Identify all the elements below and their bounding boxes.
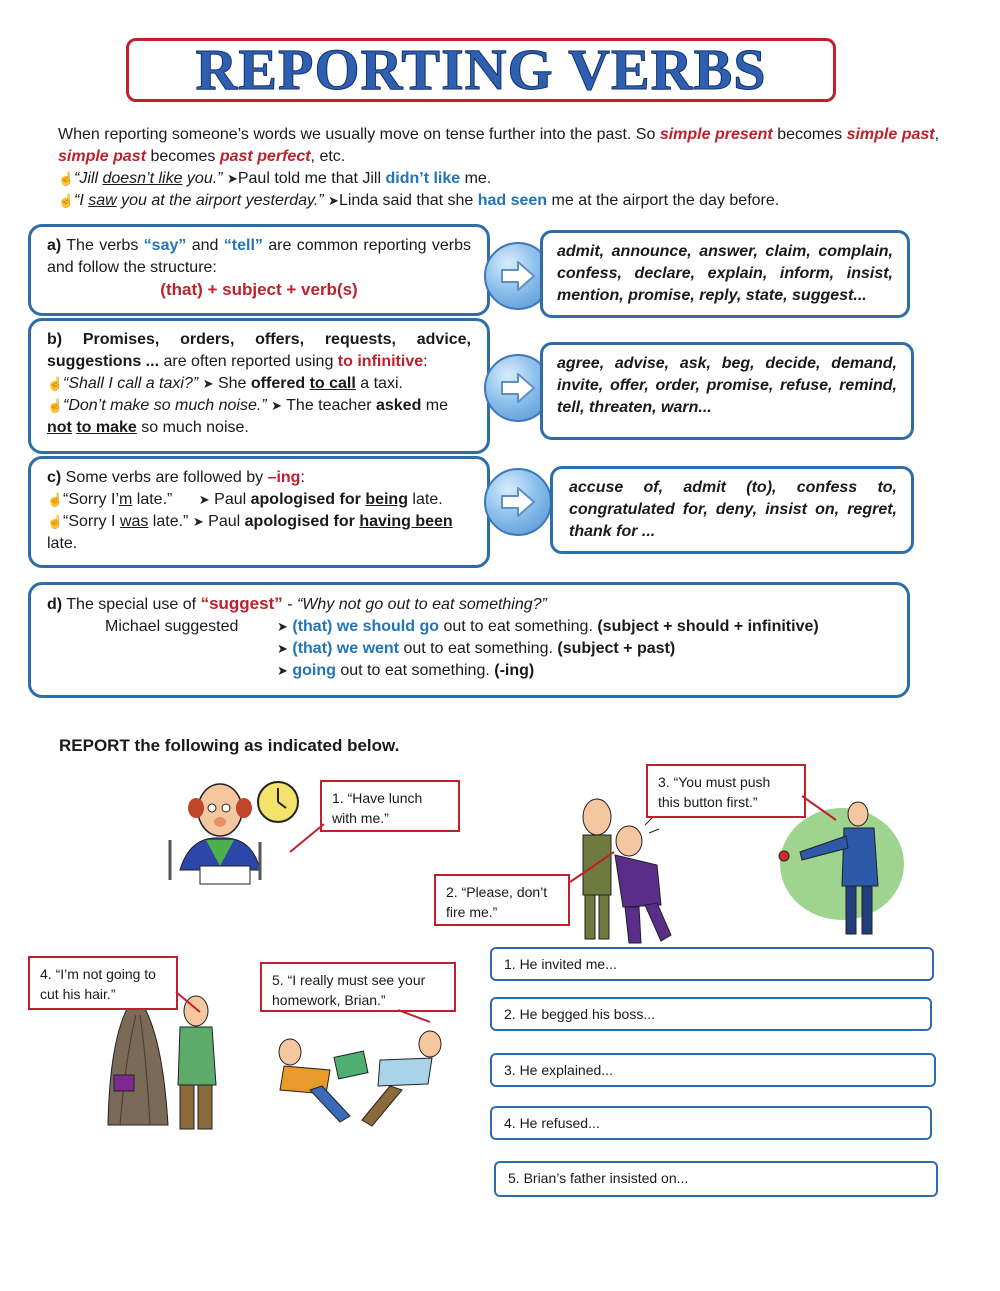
rule-d-o2a: (that) we went [292, 640, 400, 657]
ex2-quote-2: saw [88, 192, 117, 209]
rule-b-r2c: me [421, 397, 449, 414]
intro-simple-past: simple past [846, 126, 935, 143]
speech-bubble-1: 1. “Have lunch with me.” [320, 780, 460, 832]
homework-fight-illustration [270, 1030, 460, 1130]
rule-b-r2g: so much noise. [136, 419, 249, 436]
verbs-box-b: agree, advise, ask, beg, decide, demand, invite, offer, order, promise, refuse, remind, tell, threaten, warn... [540, 342, 914, 440]
rule-b-r1b: offered [250, 375, 306, 392]
rule-b-t2: are often reported using [159, 353, 338, 370]
rule-d-subject: Michael suggested [105, 618, 239, 635]
bubble-pointer-4 [174, 990, 204, 1020]
speech-bubble-5: 5. “I really must see your homework, Brian.” [260, 962, 456, 1012]
rule-d-o2c: (subject + past) [557, 640, 676, 657]
exercise-heading: REPORT the following as indicated below. [59, 736, 400, 755]
rule-a-letter: a) [47, 237, 62, 254]
rule-a-t2: and [186, 237, 224, 254]
rule-box-a [28, 224, 490, 316]
arrow-icon: ➤ [192, 514, 204, 529]
rule-a-t3: are common reporting verbs and follow the structure: [47, 237, 472, 276]
rule-d-o3c: (-ing) [494, 662, 535, 679]
rule-d-suggest: “suggest” [200, 594, 283, 613]
ex2-quote-1: “I [74, 192, 89, 209]
arrow-icon: ➤ [198, 492, 210, 507]
answer-input-5[interactable]: 5. Brian’s father insisted on... [494, 1161, 938, 1197]
hand-icon: ☝ [58, 171, 75, 186]
intro-text-4: becomes [146, 148, 220, 165]
rule-c-letter: c) [47, 469, 62, 486]
ex1-quote-3: you.” [182, 170, 223, 187]
intro-text-5: , etc. [310, 148, 346, 165]
rule-b-r2f: to make [76, 419, 137, 436]
verbs-box-c: accuse of, admit (to), confess to, congratulated for, deny, insist on, regret, thank for ... [550, 466, 914, 554]
rule-d-text [47, 593, 891, 616]
rule-b-r2a: The teacher [282, 397, 376, 414]
hand-icon: ☝ [47, 492, 64, 507]
button-man-illustration [776, 800, 906, 940]
hand-icon: ☝ [47, 398, 64, 413]
hand-icon: ☝ [47, 376, 64, 391]
rule-c-r1e: late. [407, 491, 443, 508]
arrow-icon: ➤ [328, 193, 339, 208]
rule-c-q1a: “Sorry I’ [63, 491, 119, 508]
intro-text-2: becomes [772, 126, 847, 143]
rule-c-ing: –ing [267, 469, 301, 486]
rule-d-o1c: (subject + should + infinitive) [597, 618, 819, 635]
right-arrow-icon [484, 468, 552, 536]
arrow-icon: ➤ [277, 619, 288, 634]
rule-b-example-2 [47, 395, 471, 439]
intro-past-perfect: past perfect [219, 148, 311, 165]
page-title: REPORTING VERBS [195, 37, 767, 102]
ex1-report-3: me. [460, 170, 492, 187]
rule-c-example-1 [47, 489, 471, 511]
rule-c-q1b: m [119, 491, 133, 508]
rule-d-t2: - [282, 596, 297, 613]
rule-a-tell: “tell” [223, 237, 263, 254]
rule-b-letter: b) [47, 331, 63, 348]
rule-b-t1: Promises, orders, offers, requests, advice, suggestions ... [47, 331, 471, 370]
rule-d-option-2 [277, 638, 819, 660]
rule-d-t1: The special use of [62, 596, 201, 613]
rule-box-b [28, 318, 490, 454]
rule-c-r2b: apologised for [244, 513, 355, 530]
rule-d-o3b: out to eat something. [335, 662, 495, 679]
rule-d-example: “Why not go out to eat something?” [296, 596, 547, 613]
arrow-icon: ➤ [202, 376, 214, 391]
ex1-quote-1: “Jill [74, 170, 103, 187]
rule-b-r1a: She [213, 375, 251, 392]
rule-b-r1d: to call [309, 375, 356, 392]
ex2-report-2: had seen [477, 192, 548, 209]
rule-c-q2c: late.” [148, 513, 189, 530]
verbs-box-a: admit, announce, answer, claim, complain, confess, declare, explain, inform, insist, mention, promise, reply, state, suggest... [540, 230, 910, 318]
rule-d-options [47, 616, 891, 682]
bubble-pointer-5 [396, 1008, 436, 1028]
bubble-pointer-3 [800, 794, 840, 824]
rule-a-say: “say” [143, 237, 187, 254]
rule-d-o1a: (that) we should go [292, 618, 440, 635]
rule-d-option-1 [277, 616, 819, 638]
ex2-quote-3: you at the airport yesterday.” [116, 192, 324, 209]
intro-simple-past-2: simple past [58, 148, 147, 165]
rule-d-o3a: going [292, 662, 336, 679]
ex2-report-1: Linda said that she [338, 192, 478, 209]
arrow-icon: ➤ [271, 398, 282, 413]
intro-text [58, 124, 948, 212]
rule-c-q2a: “Sorry I [63, 513, 120, 530]
answer-input-1[interactable]: 1. He invited me... [490, 947, 934, 981]
rule-d-o1b: out to eat something. [439, 618, 598, 635]
rule-c-q2b: was [119, 513, 149, 530]
rule-box-d [28, 582, 910, 698]
answer-input-4[interactable]: 4. He refused... [490, 1106, 932, 1140]
title-banner [126, 38, 836, 102]
answer-input-2[interactable]: 2. He begged his boss... [490, 997, 932, 1031]
rule-d-option-3 [277, 660, 819, 682]
ex2-report-3: me at the airport the day before. [547, 192, 780, 209]
rule-c-q1c: late.” [132, 491, 173, 508]
intro-example-1 [58, 168, 948, 190]
rule-b-q1: “Shall I call a taxi?” [63, 375, 199, 392]
rule-c-t3: : [300, 469, 305, 486]
rule-c-r1d: being [365, 491, 408, 508]
speech-bubble-4: 4. “I’m not going to cut his hair.” [28, 956, 178, 1010]
rule-box-c [28, 456, 490, 568]
rule-d-o2b: out to eat something. [399, 640, 558, 657]
hand-icon: ☝ [47, 514, 64, 529]
intro-text-1: When reporting someone’s words we usually move on tense further into the past. So [58, 126, 660, 143]
rule-d-letter: d) [47, 596, 63, 613]
intro-paragraph [58, 124, 948, 168]
rule-a-text [47, 235, 471, 279]
ex1-report-2: didn’t like [385, 170, 461, 187]
rule-b-t4: : [423, 353, 428, 370]
rule-b-to-infinitive: to infinitive [337, 353, 424, 370]
hand-icon: ☝ [58, 193, 75, 208]
rule-c-example-2 [47, 511, 471, 555]
rule-c-r1a: Paul [209, 491, 251, 508]
rule-b-r2d: not [47, 419, 72, 436]
rule-b-q2: “Don’t make so much noise.” [63, 397, 267, 414]
rule-c-t1: Some verbs are followed by [61, 469, 268, 486]
rule-b-text [47, 329, 471, 373]
rule-a-t1: The verbs [61, 237, 144, 254]
rule-c-r2e: late. [47, 535, 78, 552]
arrow-icon: ➤ [277, 663, 288, 678]
rule-b-example-1 [47, 373, 471, 395]
rule-c-r2d: having been [359, 513, 453, 530]
rule-c-r2a: Paul [203, 513, 245, 530]
intro-text-3: , [934, 126, 940, 143]
rule-b-r2b: asked [375, 397, 422, 414]
rule-c-r1b: apologised for [250, 491, 361, 508]
ex1-report-1: Paul told me that Jill [237, 170, 386, 187]
intro-simple-present: simple present [659, 126, 773, 143]
rule-c-text [47, 467, 471, 489]
rule-d-option-list [277, 616, 819, 682]
speech-bubble-2: 2. “Please, don’t fire me.” [434, 874, 570, 926]
arrow-icon: ➤ [277, 641, 288, 656]
ex1-quote-2: doesn’t like [102, 170, 183, 187]
bubble-pointer-1 [288, 820, 338, 856]
rule-a-structure: (that) + subject + verb(s) [160, 280, 358, 299]
arrow-icon: ➤ [226, 171, 238, 186]
answer-input-3[interactable]: 3. He explained... [490, 1053, 936, 1087]
bubble-pointer-2 [568, 848, 618, 888]
speech-bubble-3: 3. “You must push this button first.” [646, 764, 806, 818]
rule-b-r1e: a taxi. [355, 375, 403, 392]
intro-example-2 [58, 190, 948, 212]
